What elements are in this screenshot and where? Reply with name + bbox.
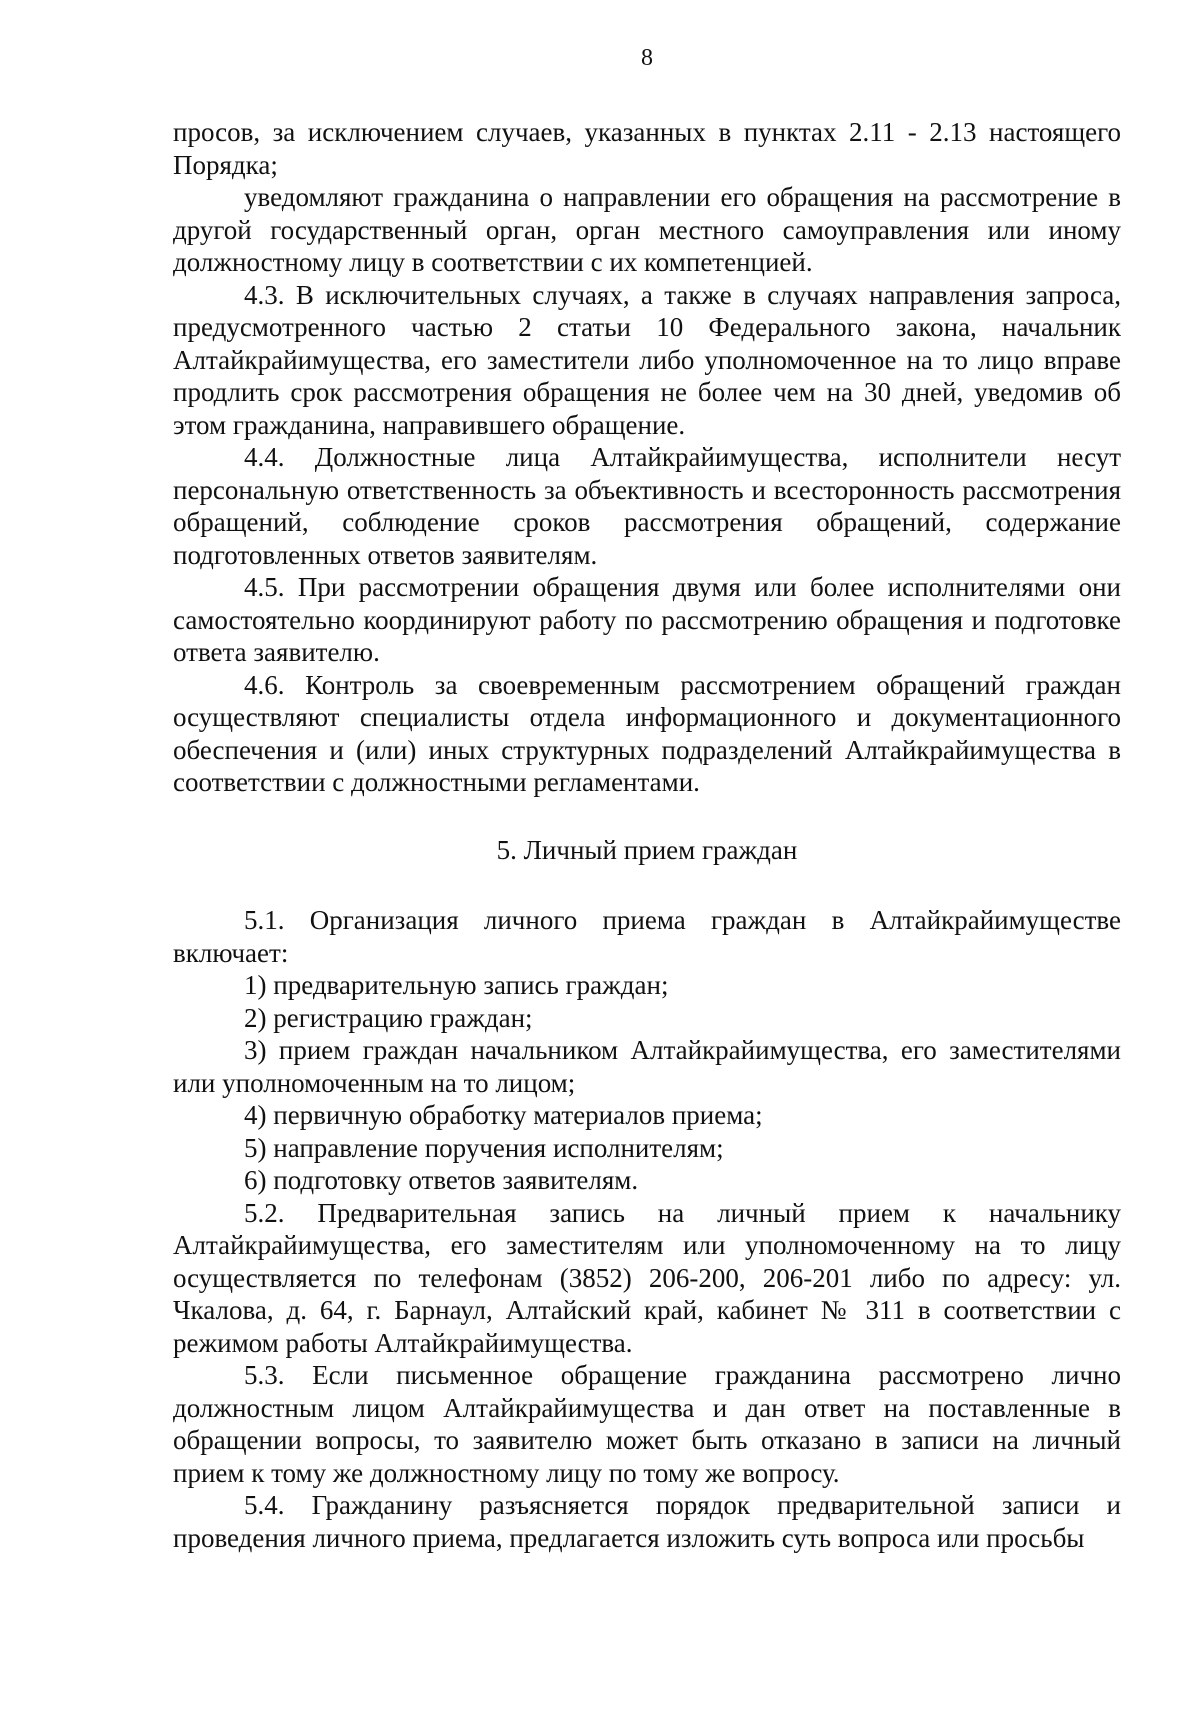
list-item: 5) направление поручения исполнителям; [244,1132,724,1163]
paragraph-5-4: 5.4. Гражданину разъясняется порядок предварительной записи и проведения личного приема, предлагается изложить суть вопроса или просьбы [173,1490,1121,1553]
list-item: 3) прием граждан начальником Алтайкрайимущества, его заместителями или уполномоченным на то лицом; [173,1035,1121,1098]
paragraph-continuation: просов, за исключением случаев, указанных в пунктах 2.11 - 2.13 настоящего Порядка; [173,117,1121,180]
list-item: 2) регистрацию граждан; [244,1002,533,1033]
section-5-heading: 5. Личный прием граждан [496,834,798,865]
paragraph-notify: уведомляют гражданина о направлении его обращения на рассмотрение в другой государственный орган, орган местного самоуправления или иному должностному лицу в соответствии с их компетенцией. [173,182,1121,277]
paragraph-4-6: 4.6. Контроль за своевременным рассмотрением обращений граждан осуществляют специалисты отдела информационного и документационного обеспечения и (или) иных структурных подразделений Алтайкрайимущества в соответствии с должностными регламентами. [173,669,1121,797]
list-item: 4) первичную обработку материалов приема; [244,1100,763,1130]
list-item: 6) подготовку ответов заявителям. [244,1165,639,1195]
page-number: 8 [641,45,653,71]
paragraph-5-3: 5.3. Если письменное обращение гражданина рассмотрено лично должностным лицом Алтайкрайимущества и дан ответ на поставленные в обращении вопросы, то заявителю может быть отказано в записи на личный прием к тому же должностному лицу по тому же вопросу. [173,1360,1121,1488]
paragraph-4-4: 4.4. Должностные лица Алтайкрайимущества, исполнители несут персональную ответственность за объективность и всесторонность рассмотрения обращений, соблюдение сроков рассмотрения обращений, содержание подготовленных ответов заявителям. [173,442,1121,570]
document-body [173,116,1121,1554]
paragraph-5-1: 5.1. Организация личного приема граждан в Алтайкрайимуществе включает: [173,905,1121,968]
list-item: 1) предварительную запись граждан; [244,970,669,1000]
paragraph-4-3: 4.3. В исключительных случаях, а также в случаях направления запроса, предусмотренного частью 2 статьи 10 Федерального закона, начальник Алтайкрайимущества, его заместители либо уполномоченное на то лицо вправе продлить срок рассмотрения обращения не более чем на 30 дней, уведомив об этом гражданина, направившего обращение. [173,279,1121,440]
paragraph-4-5: 4.5. При рассмотрении обращения двумя или более исполнителями они самостоятельно координируют работу по рассмотрению обращения и подготовке ответа заявителю. [173,572,1121,667]
paragraph-5-2: 5.2. Предварительная запись на личный прием к начальнику Алтайкрайимущества, его заместителям или уполномоченному на то лицу осуществляется по телефонам (3852) 206-200, 206-201 либо по адресу: ул. Чкалова, д. 64, г. Барнаул, Алтайский край, кабинет № 311 в соответствии с режимом работы Алтайкрайимущества. [173,1197,1121,1358]
